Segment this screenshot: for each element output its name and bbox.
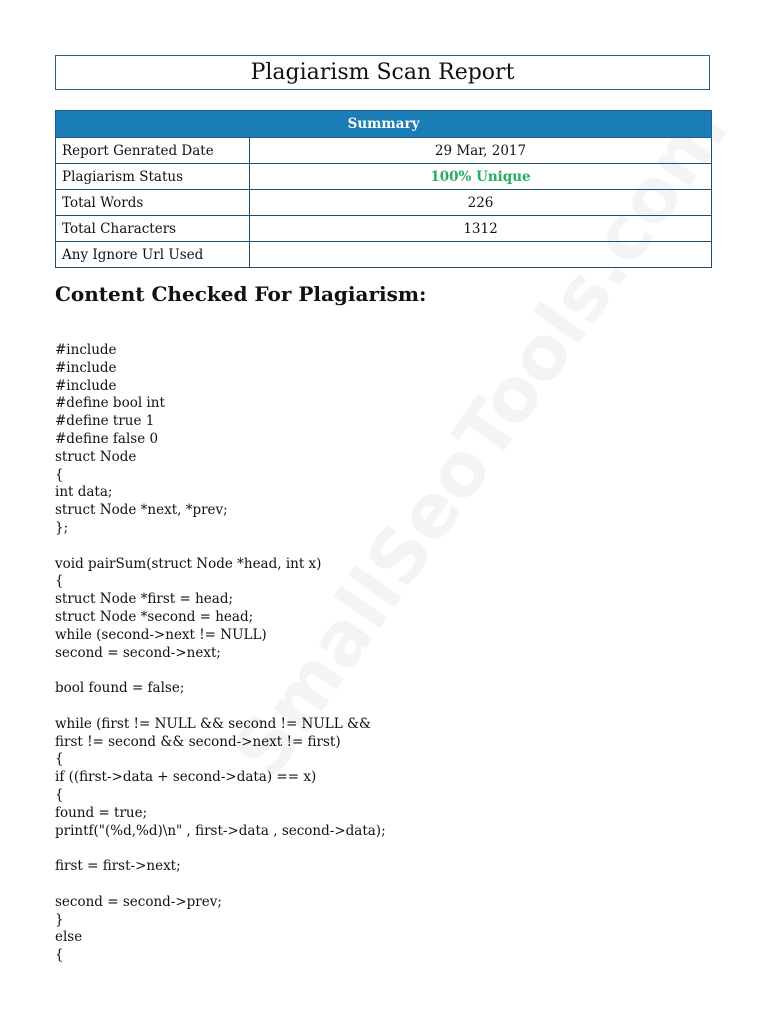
content-line: }; bbox=[55, 519, 69, 536]
content-line: #define bool int bbox=[55, 395, 165, 412]
content-line bbox=[55, 840, 715, 858]
total-characters-value: 1312 bbox=[250, 216, 712, 242]
table-row bbox=[56, 138, 712, 164]
content-line bbox=[55, 538, 715, 556]
content-line: struct Node *next, *prev; bbox=[55, 502, 228, 519]
content-line: struct Node *second = head; bbox=[55, 608, 254, 625]
content-line: #define false 0 bbox=[55, 430, 159, 447]
content-line: void pairSum(struct Node *head, int x) bbox=[55, 555, 322, 572]
summary-header: Summary bbox=[56, 111, 712, 138]
ignore-url-label: Any Ignore Url Used bbox=[56, 242, 250, 268]
content-line: #define true 1 bbox=[55, 413, 155, 430]
content-line: if ((first->data + second->data) == x) bbox=[55, 769, 317, 786]
content-line: while (first != NULL && second != NULL && bbox=[55, 715, 372, 732]
content-line: second = second->prev; bbox=[55, 893, 222, 910]
content-line: { bbox=[55, 573, 64, 590]
total-words-value: 226 bbox=[250, 190, 712, 216]
ignore-url-value bbox=[250, 242, 712, 268]
content-line: second = second->next; bbox=[55, 644, 221, 661]
summary-header-row bbox=[56, 111, 712, 138]
content-line: printf("(%d,%d)\n" , first->data , second->data); bbox=[55, 822, 386, 839]
total-words-label: Total Words bbox=[56, 190, 250, 216]
content-line: { bbox=[55, 466, 64, 483]
report-title: Plagiarism Scan Report bbox=[55, 55, 710, 90]
checked-content bbox=[55, 342, 715, 965]
content-line bbox=[55, 698, 715, 716]
content-line bbox=[55, 876, 715, 894]
content-line bbox=[55, 662, 715, 680]
content-line: { bbox=[55, 751, 64, 768]
content-line: #include bbox=[55, 359, 117, 376]
content-line: bool found = false; bbox=[55, 680, 185, 697]
summary-table bbox=[55, 110, 712, 268]
content-heading: Content Checked For Plagiarism: bbox=[55, 282, 427, 306]
table-row bbox=[56, 164, 712, 190]
content-line: struct Node bbox=[55, 448, 137, 465]
content-line: #include bbox=[55, 342, 117, 358]
content-line: first = first->next; bbox=[55, 858, 181, 875]
content-line: while (second->next != NULL) bbox=[55, 626, 267, 643]
table-row bbox=[56, 242, 712, 268]
content-line: first != second && second->next != first) bbox=[55, 733, 341, 750]
content-line: { bbox=[55, 786, 64, 803]
table-row bbox=[56, 216, 712, 242]
content-line: { bbox=[55, 947, 64, 964]
content-line: else bbox=[55, 929, 83, 946]
content-line: int data; bbox=[55, 484, 113, 501]
plagiarism-status-value: 100% Unique bbox=[250, 164, 712, 190]
report-date-value: 29 Mar, 2017 bbox=[250, 138, 712, 164]
total-characters-label: Total Characters bbox=[56, 216, 250, 242]
report-date-label: Report Genrated Date bbox=[56, 138, 250, 164]
content-line: } bbox=[55, 911, 64, 928]
table-row bbox=[56, 190, 712, 216]
content-line: struct Node *first = head; bbox=[55, 591, 234, 608]
content-line: #include bbox=[55, 377, 117, 394]
content-line: found = true; bbox=[55, 804, 148, 821]
plagiarism-status-label: Plagiarism Status bbox=[56, 164, 250, 190]
